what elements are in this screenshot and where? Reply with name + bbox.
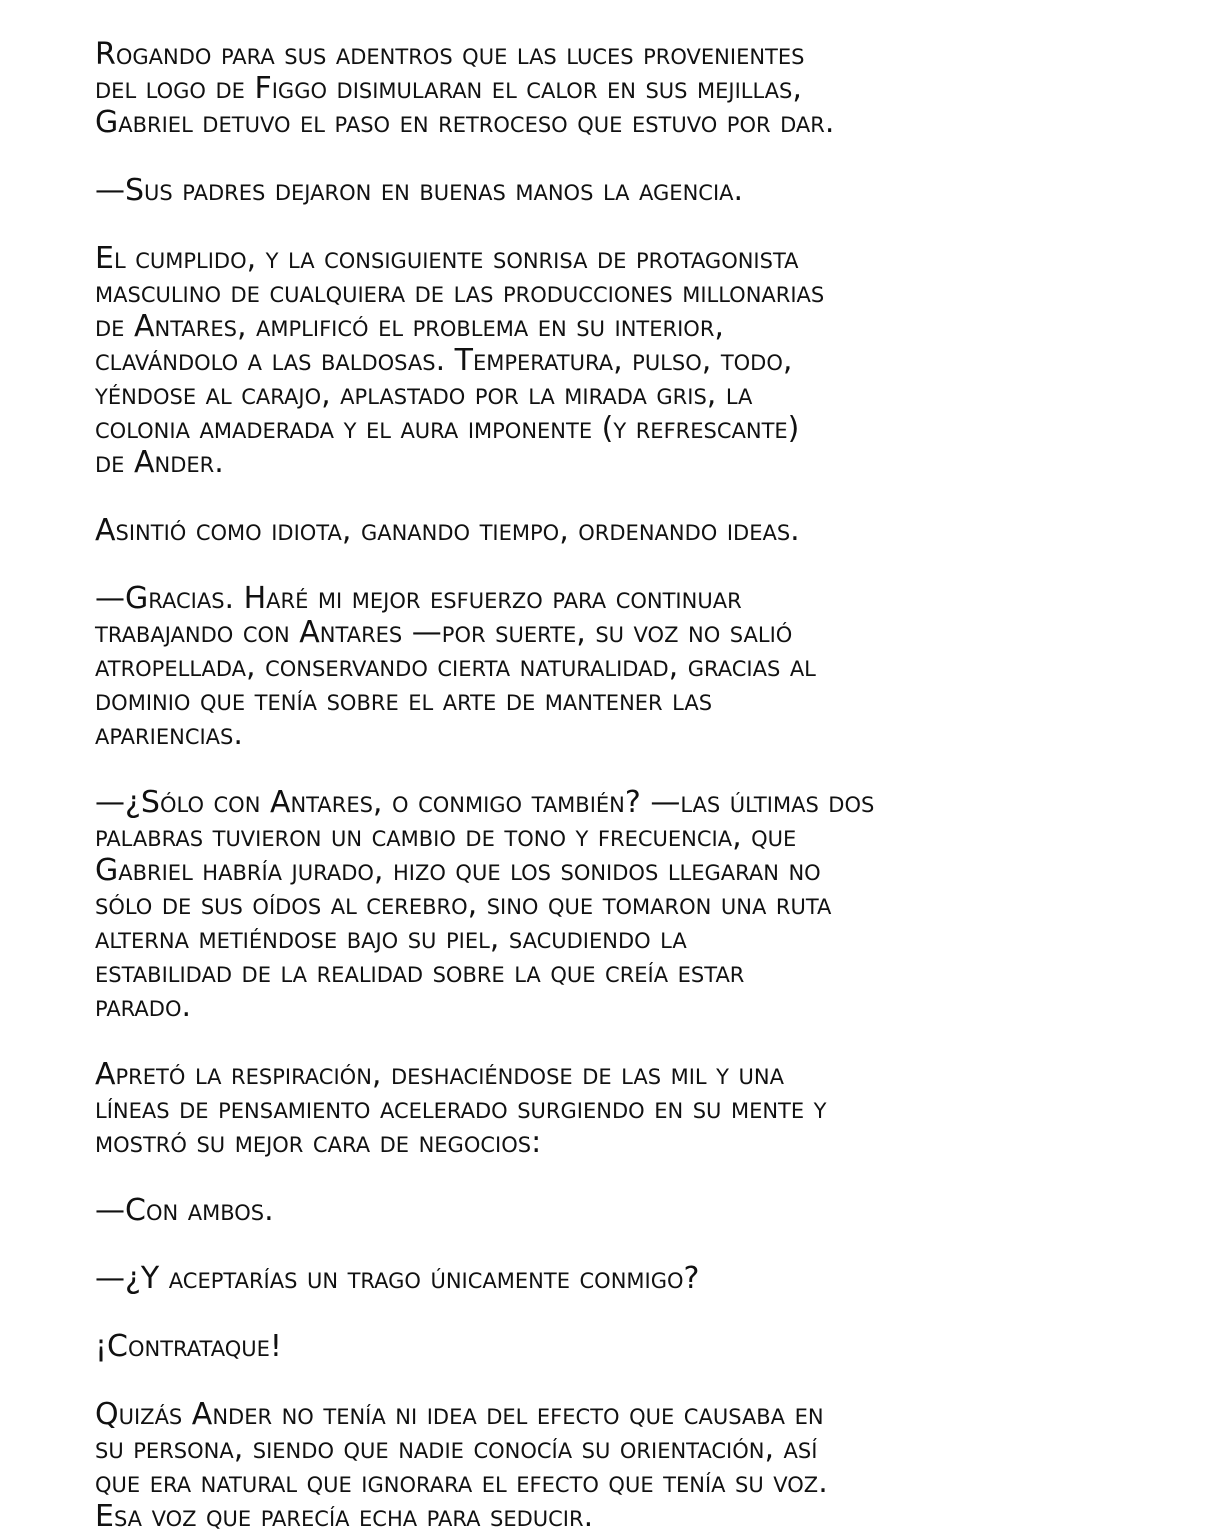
paragraph-2: —Sus padres dejaron en buenas manos la agencia. <box>95 173 744 208</box>
paragraph-9: —¿Y aceptarías un trago únicamente conmigo? <box>95 1261 700 1296</box>
paragraph-10: ¡Contrataque! <box>95 1329 282 1364</box>
document-page <box>95 38 1155 1534</box>
paragraph-4: Asintió como idiota, ganando tiempo, ordenando ideas. <box>95 513 800 548</box>
paragraph-6: —¿Sólo con Antares, o conmigo también? —las últimas dos palabras tuvieron un cambio de tono y frecuencia, que Gabriel habría jurado, hizo que los sonidos llegaran no sólo de sus oídos al cerebro, sino que tomaron una ruta alterna metiéndose bajo su piel, sacudiendo la estabilidad de la realidad sobre la que creía estar parado. <box>95 785 875 1024</box>
paragraph-7: Apretó la respiración, deshaciéndose de las mil y una líneas de pensamiento acelerado surgiendo en su mente y mostró su mejor cara de negocios: <box>95 1057 827 1160</box>
paragraph-11: Quizás Ander no tenía ni idea del efecto que causaba en su persona, siendo que nadie conocía su orientación, así que era natural que ignorara el efecto que tenía su voz. Esa voz que parecía echa para seducir. <box>95 1397 828 1534</box>
paragraph-8: —Con ambos. <box>95 1193 274 1228</box>
paragraph-5: —Gracias. Haré mi mejor esfuerzo para continuar trabajando con Antares —por suerte, su voz no salió atropellada, conservando cierta naturalidad, gracias al dominio que tenía sobre el arte de mantener las apariencias. <box>95 581 816 752</box>
paragraph-3: El cumplido, y la consiguiente sonrisa de protagonista masculino de cualquiera de las producciones millonarias de Antares, amplificó el problema en su interior, clavándolo a las baldosas. Temperatura, pulso, todo, yéndose al carajo, aplastado por la mirada gris, la colonia amaderada y el aura imponente (y refrescante) de Ander. <box>95 241 825 480</box>
paragraph-1: Rogando para sus adentros que las luces provenientes del logo de Figgo disimularan el calor en sus mejillas, Gabriel detuvo el paso en retroceso que estuvo por dar. <box>95 37 835 140</box>
